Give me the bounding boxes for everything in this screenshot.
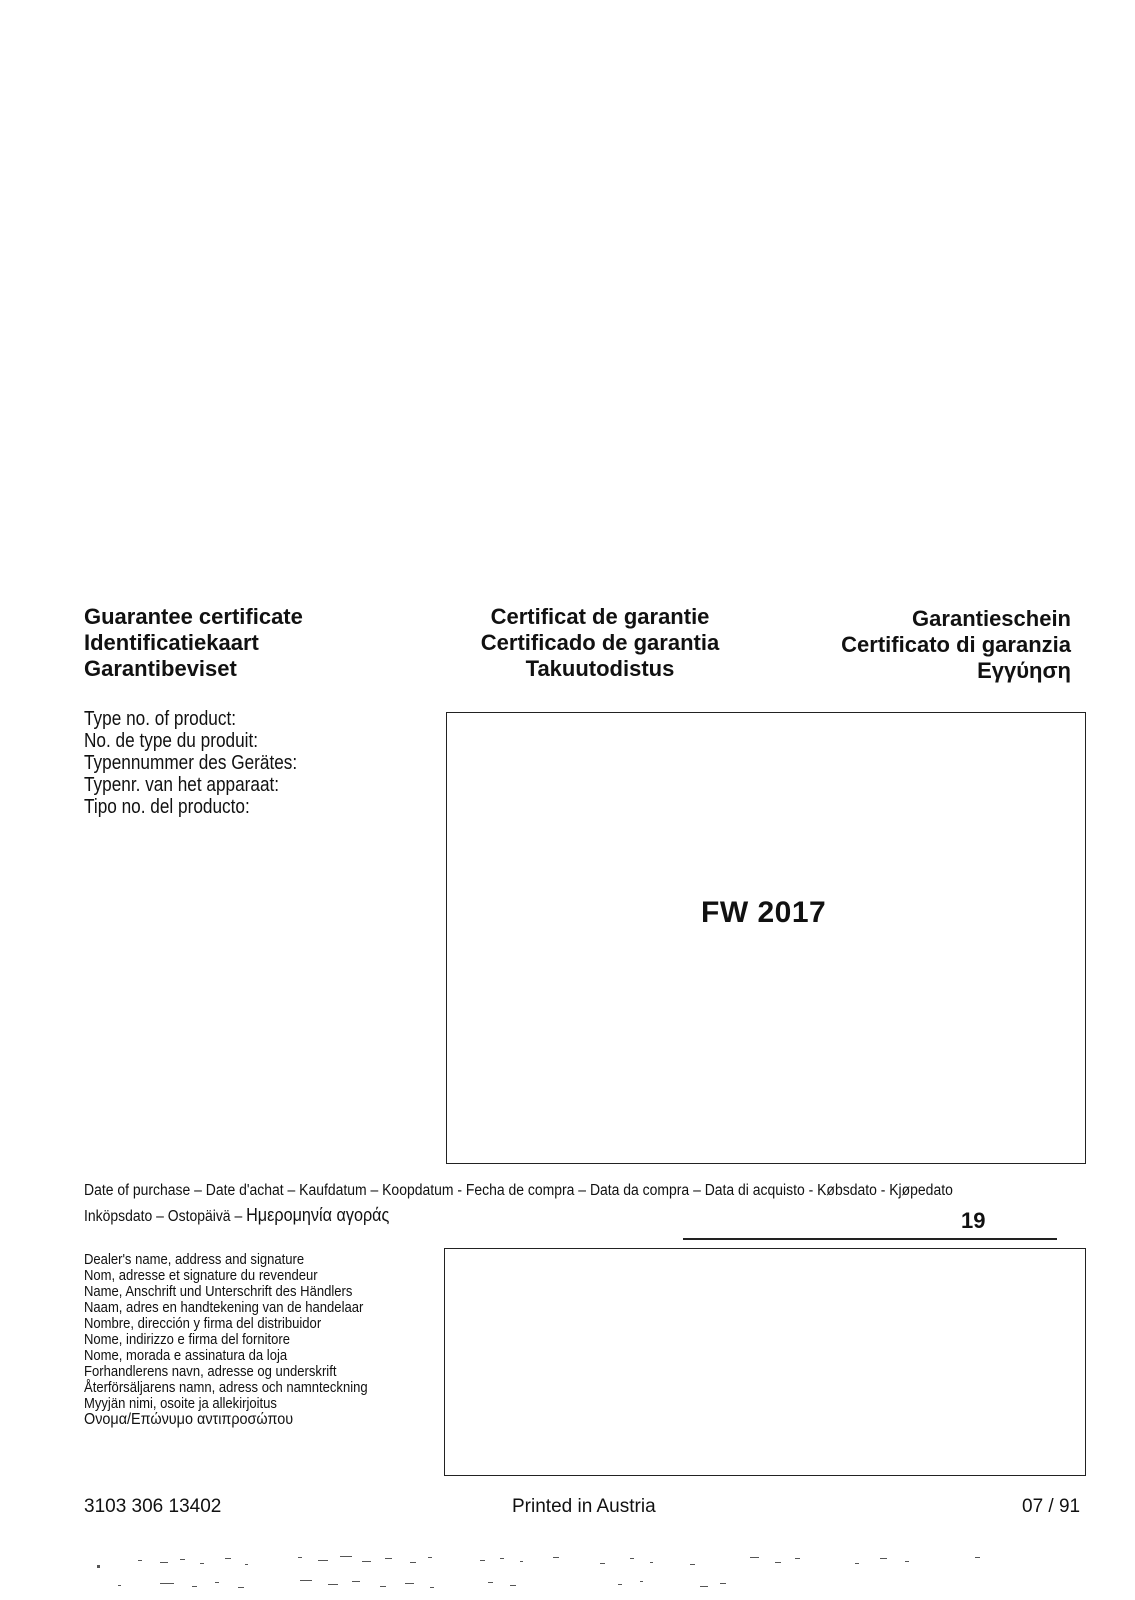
year-prefix: 19 <box>961 1208 986 1233</box>
dealer-label: Name, Anschrift und Unterschrift des Händlers <box>84 1284 353 1300</box>
title-right-line: Certificato di garanzia <box>841 632 1071 657</box>
title-center-line: Takuutodistus <box>525 656 675 681</box>
dealer-label: Nome, indirizzo e firma del fornitore <box>84 1332 290 1348</box>
title-left-line: Guarantee certificate <box>84 604 303 629</box>
title-left-line: Garantibeviset <box>84 656 237 681</box>
title-left-line: Identificatiekaart <box>84 630 259 655</box>
date-code: 07 / 91 <box>1022 1496 1081 1517</box>
dealer-label: Forhandlerens navn, adresse og underskrift <box>84 1364 337 1380</box>
purchase-date-greek: Ημερομηνία αγοράς <box>246 1205 390 1225</box>
title-right-line: Garantieschein <box>912 606 1071 631</box>
dealer-label: Nome, morada e assinatura da loja <box>84 1348 288 1364</box>
title-center-line: Certificat de garantie <box>490 604 710 629</box>
model-number: FW 2017 <box>701 896 827 929</box>
dealer-label: Nom, adresse et signature du revendeur <box>84 1268 318 1284</box>
document-number: 3103 306 13402 <box>84 1496 222 1517</box>
dealer-label: Naam, adres en handtekening van de handelaar <box>84 1300 364 1316</box>
type-label: No. de type du produit: <box>84 730 259 752</box>
dealer-label: Nombre, dirección y firma del distribuidor <box>84 1316 322 1332</box>
type-label: Typenr. van het apparaat: <box>84 774 280 796</box>
purchase-date-label-2-prefix: Inköpsdato – Ostopäivä – <box>84 1208 243 1225</box>
purchase-date-label: Date of purchase – Date d'achat – Kaufdatum – Koopdatum - Fecha de compra – Data da compra – Data di acquisto - Købsdato - Kjøpedato <box>84 1182 953 1199</box>
printed-in: Printed in Austria <box>512 1496 656 1517</box>
type-label: Typennummer des Gerätes: <box>84 752 298 774</box>
type-label: Type no. of product: <box>84 708 237 730</box>
dealer-label: Dealer's name, address and signature <box>84 1252 305 1268</box>
title-center-line: Certificado de garantia <box>480 630 720 655</box>
dealer-label: Myyjän nimi, osoite ja allekirjoitus <box>84 1396 277 1412</box>
dealer-label: Återförsäljarens namn, adress och namnteckning <box>84 1380 368 1396</box>
type-label: Tipo no. del producto: <box>84 796 250 818</box>
title-right-line: Εγγύηση <box>977 658 1071 683</box>
dealer-label: Ονομα/Επώνυμο αντιπροσώπου <box>84 1411 294 1428</box>
